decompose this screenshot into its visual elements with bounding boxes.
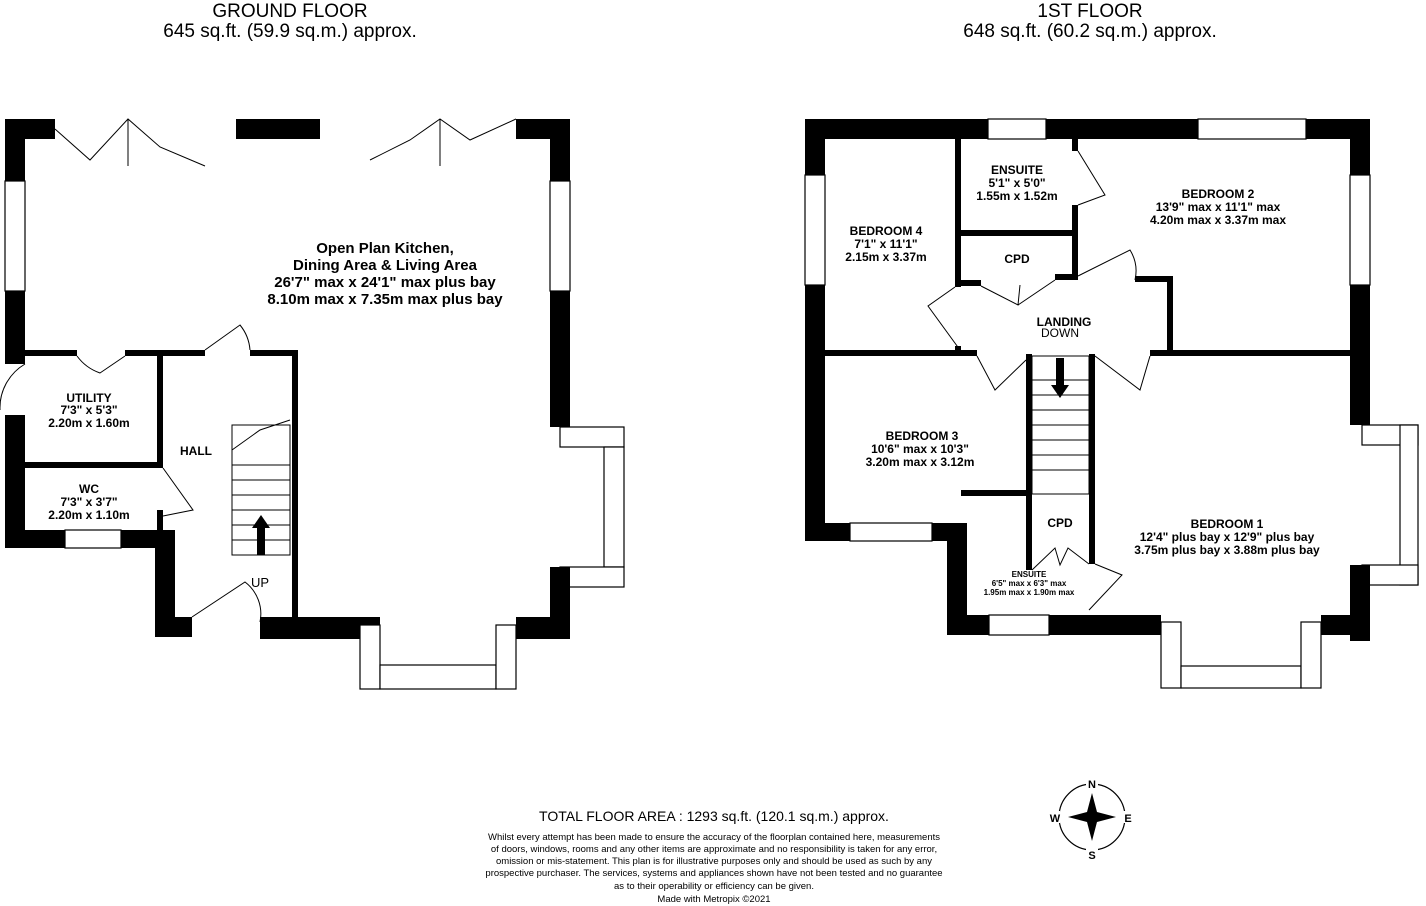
stairs-up-label: UP (250, 575, 270, 590)
first-floor-plan (805, 119, 1418, 688)
ensuite-bottom-dims-imperial: 6'5" max x 6'3" max (991, 579, 1067, 588)
kitchen-dims-metric: 8.10m max x 7.35m max plus bay (267, 291, 503, 308)
hall-label: HALL (180, 444, 212, 458)
landing-down-label: DOWN (1041, 326, 1079, 340)
disclaimer-line-5: as to their operability or efficiency can be given. (614, 881, 814, 892)
utility-dims-metric: 2.20m x 1.60m (48, 416, 130, 430)
first-floor-area: 648 sq.ft. (60.2 sq.m.) approx. (963, 21, 1217, 42)
ensuite-top-label: ENSUITE (990, 163, 1044, 177)
first-floor-title: 1ST FLOOR (1037, 1, 1143, 22)
landing-label: LANDING (1036, 315, 1092, 329)
cpd-top-label: CPD (1004, 252, 1030, 266)
disclaimer-line-2: of doors, windows, rooms and any other items are approximate and no responsibility is taken for any error, (490, 844, 938, 855)
compass-north: N (1088, 779, 1096, 791)
wc-dims-metric: 2.20m x 1.10m (48, 508, 130, 522)
bedroom-1-label: BEDROOM 1 (1190, 517, 1264, 531)
ensuite-bottom-label: ENSUITE (1011, 570, 1047, 579)
bedroom-3-dims-imperial: 10'6" max x 10'3" (871, 442, 969, 456)
disclaimer-line-1: Whilst every attempt has been made to ensure the accuracy of the floorplan contained here, measurements (487, 832, 941, 843)
kitchen-name-1: Open Plan Kitchen, (316, 240, 454, 257)
cpd-bottom-label: CPD (1047, 516, 1073, 530)
compass-east: E (1124, 813, 1132, 825)
bedroom-2-dims-imperial: 13'9" max x 11'1" max (1155, 200, 1281, 214)
bedroom-2-label: BEDROOM 2 (1181, 187, 1255, 201)
compass-south: S (1088, 850, 1096, 862)
bedroom-1-dims-metric: 3.75m plus bay x 3.88m plus bay (1134, 543, 1320, 557)
utility-dims-imperial: 7'3" x 5'3" (60, 403, 118, 417)
total-floor-area: TOTAL FLOOR AREA : 1293 sq.ft. (120.1 sq.m.) approx. (539, 808, 889, 824)
disclaimer-line-3: omission or mis-statement. This plan is for illustrative purposes only and should be used as such by any (496, 856, 932, 867)
bedroom-4-dims-imperial: 7'1" x 11'1" (854, 237, 918, 251)
bedroom-4-dims-metric: 2.15m x 3.37m (845, 250, 927, 264)
bedroom-1-dims-imperial: 12'4" plus bay x 12'9" plus bay (1139, 530, 1315, 544)
compass-west: W (1049, 813, 1061, 825)
ensuite-top-dims-metric: 1.55m x 1.52m (976, 189, 1058, 203)
ground-floor-title: GROUND FLOOR (212, 1, 368, 22)
ground-floor-area: 645 sq.ft. (59.9 sq.m.) approx. (163, 21, 417, 42)
kitchen-name-2: Dining Area & Living Area (293, 257, 477, 274)
bedroom-3-dims-metric: 3.20m max x 3.12m (865, 455, 975, 469)
bedroom-3-label: BEDROOM 3 (885, 429, 959, 443)
utility-label: UTILITY (66, 391, 112, 405)
wc-label: WC (79, 482, 99, 496)
utility-door-swing (0, 364, 25, 410)
ensuite-bottom-dims-metric: 1.95m max x 1.90m max (983, 588, 1075, 597)
disclaimer-line-4: prospective purchaser. The services, systems and appliances shown have not been tested and no guarantee (485, 868, 943, 879)
ensuite-top-dims-imperial: 5'1" x 5'0" (988, 176, 1046, 190)
credit-line: Made with Metropix ©2021 (657, 894, 771, 905)
bedroom-2-dims-metric: 4.20m max x 3.37m max (1149, 213, 1287, 227)
compass-rose-icon (1048, 778, 1132, 862)
bedroom-4-label: BEDROOM 4 (849, 224, 923, 238)
kitchen-dims-imperial: 26'7" max x 24'1" max plus bay (274, 274, 496, 291)
ground-floor-staircase (232, 420, 290, 555)
wc-dims-imperial: 7'3" x 3'7" (60, 495, 118, 509)
first-floor-staircase (1032, 356, 1089, 494)
